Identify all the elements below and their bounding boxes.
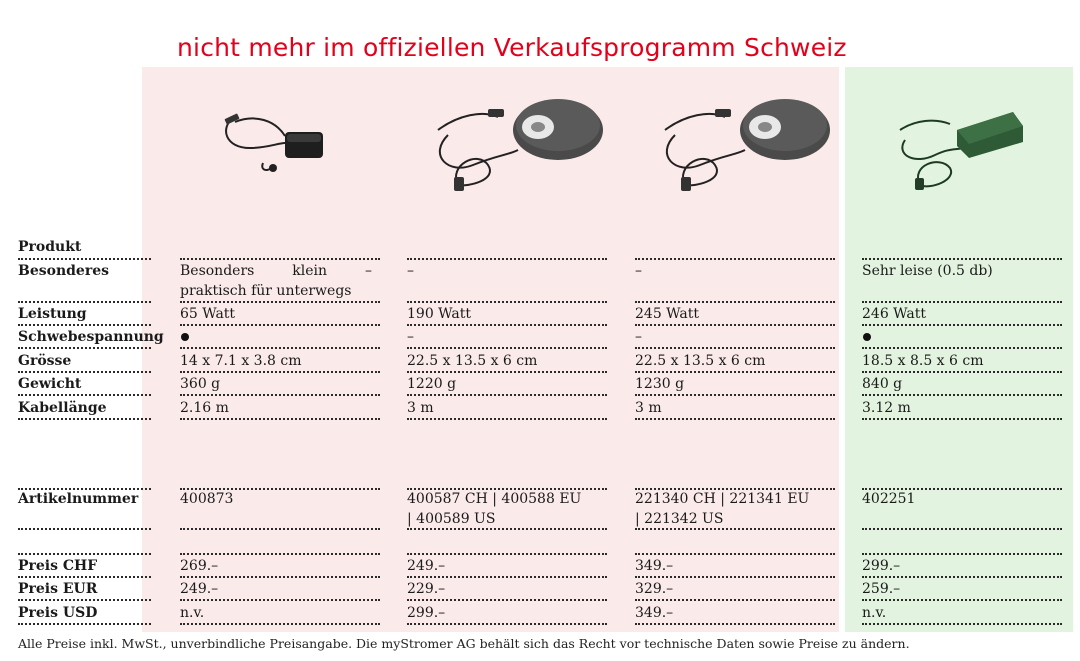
row-divider	[180, 418, 380, 420]
eur-value: 229.–	[407, 581, 446, 597]
usd-value: 299.–	[407, 605, 446, 621]
eur-value: 259.–	[862, 581, 901, 597]
row-divider	[180, 301, 380, 303]
row-divider	[18, 623, 151, 625]
row-divider	[862, 528, 1062, 530]
row-divider	[407, 347, 607, 349]
row-divider	[862, 623, 1062, 625]
gewicht-value: 1230 g	[635, 376, 685, 392]
row-divider	[635, 418, 835, 420]
gewicht-value: 1220 g	[407, 376, 457, 392]
row-label-artikel: Artikelnummer	[18, 491, 139, 507]
eur-value: 329.–	[635, 581, 674, 597]
chf-value: 299.–	[862, 558, 901, 574]
row-divider	[180, 258, 380, 260]
row-divider	[180, 553, 380, 555]
row-divider	[407, 623, 607, 625]
row-label-eur: Preis EUR	[18, 581, 98, 597]
row-divider	[18, 576, 151, 578]
kabel-value: 3.12 m	[862, 400, 911, 416]
row-divider	[407, 553, 607, 555]
row-divider	[18, 258, 151, 260]
row-divider	[635, 623, 835, 625]
row-divider	[407, 418, 607, 420]
row-divider	[18, 599, 151, 601]
row-divider	[635, 258, 835, 260]
row-divider	[862, 324, 1062, 326]
row-divider	[18, 394, 151, 396]
row-divider	[862, 347, 1062, 349]
schwebe-bullet	[181, 333, 189, 341]
eur-value: 249.–	[180, 581, 219, 597]
gewicht-value: 840 g	[862, 376, 903, 392]
row-divider	[407, 394, 607, 396]
cr65-charger-image	[215, 108, 335, 183]
cr190-charger-image	[428, 95, 608, 195]
row-divider	[635, 599, 835, 601]
row-label-gewicht: Gewicht	[18, 376, 82, 392]
row-label-kabel: Kabellänge	[18, 400, 107, 416]
artikel-value: 221340 CH | 221341 EU | 221342 US	[635, 491, 810, 527]
row-divider	[18, 418, 151, 420]
row-divider	[18, 528, 151, 530]
artikel-value: 402251	[862, 491, 916, 507]
row-label-leistung: Leistung	[18, 306, 87, 322]
row-divider	[18, 301, 151, 303]
schwebe-value: –	[635, 329, 642, 345]
row-divider	[862, 258, 1062, 260]
row-divider	[180, 347, 380, 349]
gewicht-value: 360 g	[180, 376, 221, 392]
row-divider	[635, 347, 835, 349]
row-label-produkt: Produkt	[18, 239, 82, 255]
row-divider	[18, 553, 151, 555]
row-divider	[635, 301, 835, 303]
row-divider	[180, 394, 380, 396]
row-label-groesse: Grösse	[18, 353, 72, 369]
row-label-schwebe: Schwebespannung	[18, 329, 164, 345]
row-divider	[407, 576, 607, 578]
leistung-value: 246 Watt	[862, 306, 926, 322]
row-divider	[635, 324, 835, 326]
row-divider	[407, 324, 607, 326]
row-divider	[862, 599, 1062, 601]
row-divider	[180, 324, 380, 326]
row-divider	[862, 371, 1062, 373]
kabel-value: 3 m	[635, 400, 662, 416]
row-divider	[862, 576, 1062, 578]
footnote: Alle Preise inkl. MwSt., unverbindliche Preisangabe. Die myStromer AG behält sich das Recht vor technische Daten sowie Preise zu ändern.	[18, 636, 910, 651]
besonderes-value: Besonders klein – praktisch für unterwegs	[180, 263, 372, 299]
row-divider	[180, 371, 380, 373]
row-divider	[18, 324, 151, 326]
kabel-value: 3 m	[407, 400, 434, 416]
schwebe-bullet	[863, 333, 871, 341]
besonderes-value: –	[635, 263, 642, 279]
kabel-value: 2.16 m	[180, 400, 229, 416]
artikel-value: 400873	[180, 491, 234, 507]
row-divider	[18, 347, 151, 349]
usd-value: n.v.	[862, 605, 887, 621]
groesse-value: 18.5 x 8.5 x 6 cm	[862, 353, 984, 369]
row-divider	[862, 394, 1062, 396]
row-label-besonderes: Besonderes	[18, 263, 109, 279]
row-label-chf: Preis CHF	[18, 558, 98, 574]
cr246-charger-image	[895, 100, 1030, 195]
chf-value: 269.–	[180, 558, 219, 574]
row-divider	[407, 301, 607, 303]
row-divider	[407, 258, 607, 260]
row-divider	[635, 576, 835, 578]
row-divider	[180, 528, 380, 530]
schwebe-value: –	[407, 329, 414, 345]
row-divider	[180, 576, 380, 578]
discontinued-banner: nicht mehr im offiziellen Verkaufsprogramm Schweiz	[177, 33, 847, 62]
chf-value: 349.–	[635, 558, 674, 574]
leistung-value: 245 Watt	[635, 306, 699, 322]
row-divider	[407, 599, 607, 601]
besonderes-value: Sehr leise (0.5 db)	[862, 263, 993, 279]
usd-value: n.v.	[180, 605, 205, 621]
chf-value: 249.–	[407, 558, 446, 574]
groesse-value: 22.5 x 13.5 x 6 cm	[635, 353, 766, 369]
row-divider	[862, 418, 1062, 420]
leistung-value: 65 Watt	[180, 306, 236, 322]
row-label-usd: Preis USD	[18, 605, 98, 621]
row-divider	[635, 553, 835, 555]
row-divider	[862, 553, 1062, 555]
groesse-value: 14 x 7.1 x 3.8 cm	[180, 353, 302, 369]
leistung-value: 190 Watt	[407, 306, 471, 322]
row-divider	[407, 371, 607, 373]
row-divider	[635, 371, 835, 373]
row-divider	[862, 301, 1062, 303]
besonderes-value: –	[407, 263, 414, 279]
cr245-charger-image	[655, 95, 835, 195]
row-divider	[18, 371, 151, 373]
row-divider	[180, 623, 380, 625]
usd-value: 349.–	[635, 605, 674, 621]
row-divider	[635, 394, 835, 396]
groesse-value: 22.5 x 13.5 x 6 cm	[407, 353, 538, 369]
row-divider	[180, 599, 380, 601]
artikel-value: 400587 CH | 400588 EU | 400589 US	[407, 491, 582, 527]
